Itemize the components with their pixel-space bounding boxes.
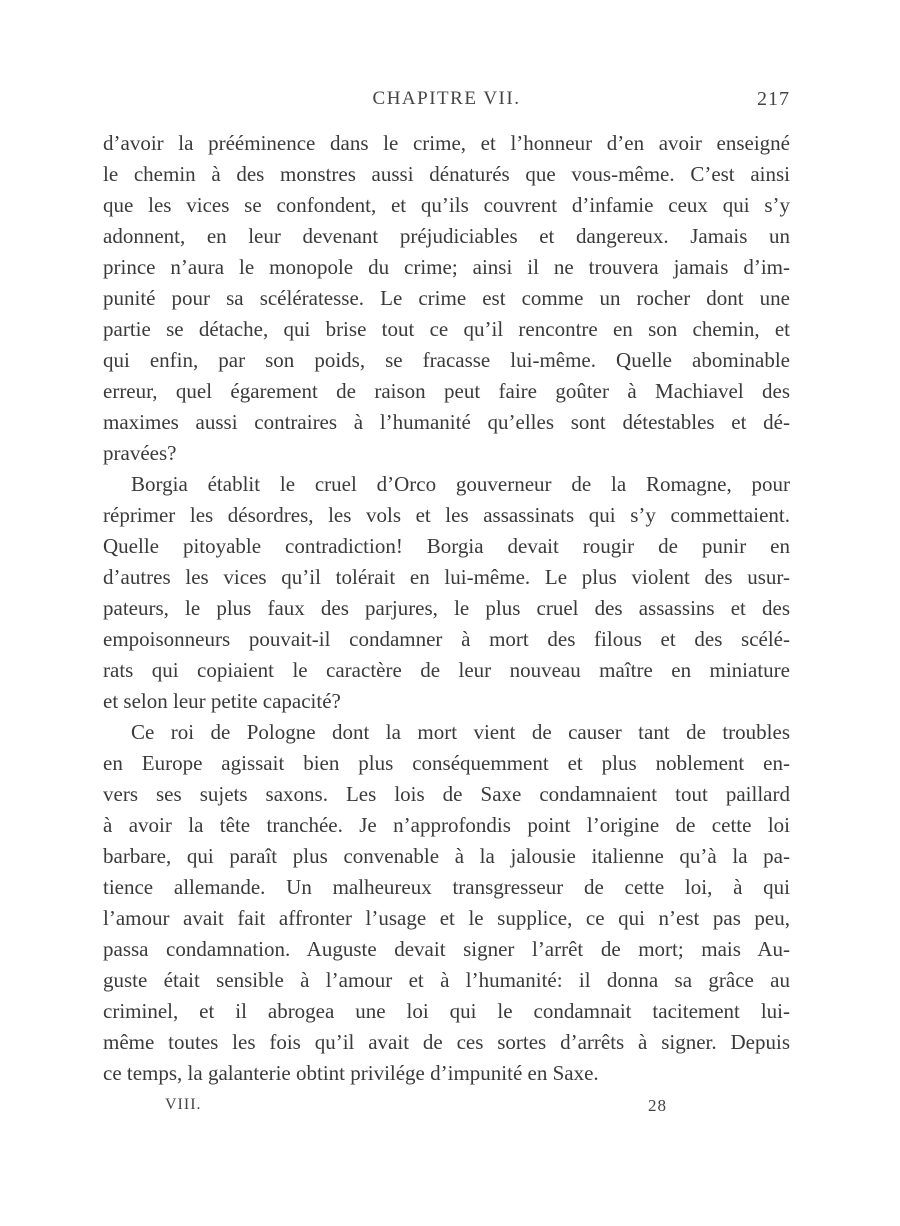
running-head bbox=[103, 88, 790, 120]
text-line: tience allemande. Un malheureux transgresseur de cette loi, à qui bbox=[103, 875, 790, 899]
text-line: punité pour sa scélératesse. Le crime est comme un rocher dont une bbox=[103, 286, 790, 310]
text-line: que les vices se confondent, et qu’ils couvrent d’infamie ceux qui s’y bbox=[103, 193, 790, 217]
body-text bbox=[103, 128, 790, 1089]
text-line: criminel, et il abrogea une loi qui le condamnait tacitement lui- bbox=[103, 999, 790, 1023]
text-line: maximes aussi contraires à l’humanité qu’elles sont détestables et dé- bbox=[103, 410, 790, 434]
text-line: d’avoir la prééminence dans le crime, et l’honneur d’en avoir enseigné bbox=[103, 131, 790, 155]
signature-number: 28 bbox=[648, 1096, 667, 1115]
volume-mark: VIII. bbox=[165, 1096, 202, 1113]
text-line: à avoir la tête tranchée. Je n’approfondis point l’origine de cette loi bbox=[103, 813, 790, 837]
text-line: prince n’aura le monopole du crime; ainsi il ne trouvera jamais d’im- bbox=[103, 255, 790, 279]
chapter-title: CHAPITRE VII. bbox=[372, 88, 521, 109]
text-line: pravées? bbox=[103, 441, 177, 465]
text-line: empoisonneurs pouvait-il condamner à mort des filous et des scélé- bbox=[103, 627, 790, 651]
text-line: en Europe agissait bien plus conséquemment et plus noblement en- bbox=[103, 751, 790, 775]
text-line: réprimer les désordres, les vols et les assassinats qui s’y commettaient. bbox=[103, 503, 790, 527]
text-line: barbare, qui paraît plus convenable à la jalousie italienne qu’à la pa- bbox=[103, 844, 790, 868]
text-line: même toutes les fois qu’il avait de ces sortes d’arrêts à signer. Depuis bbox=[103, 1030, 790, 1054]
page-number: 217 bbox=[757, 88, 790, 110]
paragraph-first-line: Borgia établit le cruel d’Orco gouverneur de la Romagne, pour bbox=[131, 472, 790, 496]
text-line: erreur, quel égarement de raison peut faire goûter à Machiavel des bbox=[103, 379, 790, 403]
text-line: guste était sensible à l’amour et à l’humanité: il donna sa grâce au bbox=[103, 968, 790, 992]
text-line: adonnent, en leur devenant préjudiciables et dangereux. Jamais un bbox=[103, 224, 790, 248]
text-line: et selon leur petite capacité? bbox=[103, 689, 341, 713]
text-line: l’amour avait fait affronter l’usage et le supplice, ce qui n’est pas peu, bbox=[103, 906, 790, 930]
text-line: vers ses sujets saxons. Les lois de Saxe condamnaient tout paillard bbox=[103, 782, 790, 806]
text-line: rats qui copiaient le caractère de leur nouveau maître en miniature bbox=[103, 658, 790, 682]
text-line: partie se détache, qui brise tout ce qu’il rencontre en son chemin, et bbox=[103, 317, 790, 341]
text-line: Quelle pitoyable contradiction! Borgia devait rougir de punir en bbox=[103, 534, 790, 558]
text-line: pateurs, le plus faux des parjures, le plus cruel des assassins et des bbox=[103, 596, 790, 620]
text-line: ce temps, la galanterie obtint privilége d’impunité en Saxe. bbox=[103, 1061, 599, 1085]
text-line: passa condamnation. Auguste devait signer l’arrêt de mort; mais Au- bbox=[103, 937, 790, 961]
text-line: qui enfin, par son poids, se fracasse lui-même. Quelle abominable bbox=[103, 348, 790, 372]
text-line: le chemin à des monstres aussi dénaturés que vous-même. C’est ainsi bbox=[103, 162, 790, 186]
text-line: d’autres les vices qu’il tolérait en lui-même. Le plus violent des usur- bbox=[103, 565, 790, 589]
paragraph-first-line: Ce roi de Pologne dont la mort vient de causer tant de troubles bbox=[131, 720, 790, 744]
